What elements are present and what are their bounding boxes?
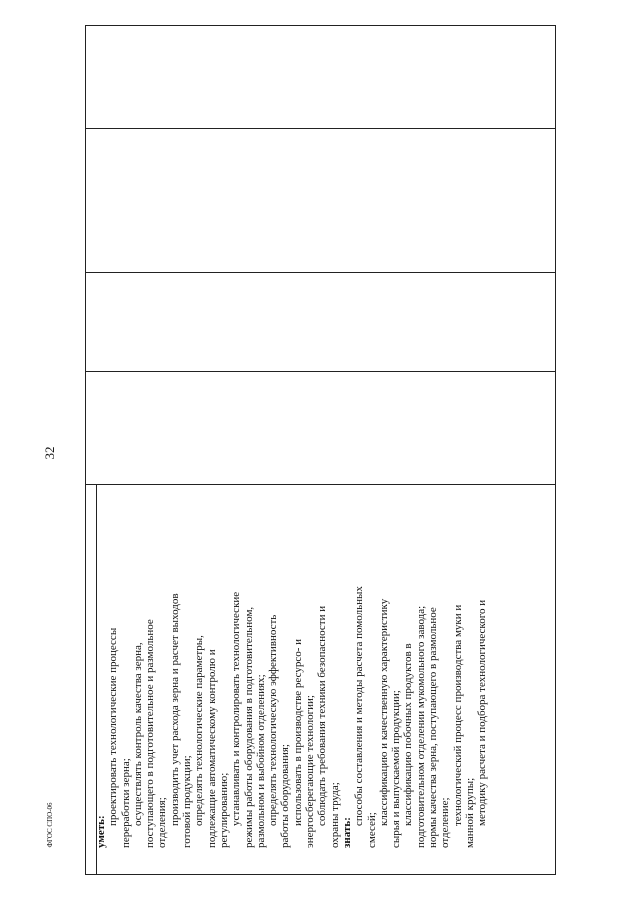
page-number: 32	[42, 446, 57, 460]
text-line: нормы качества зерна, поступающего в размольное	[427, 607, 440, 848]
text-line: подготовительном отделении мукомольного завода;	[414, 605, 427, 848]
skills-heading: уметь:	[95, 815, 107, 848]
text-line: соблюдать требования техники безопасности и	[316, 605, 329, 826]
text-line: отделение;	[439, 797, 452, 848]
text-line: подлежащие автоматическому контролю и	[205, 649, 218, 848]
rotated-cell-content	[95, 478, 550, 848]
text-line: методику расчета и подбора технологического и	[476, 599, 489, 826]
text-line: проектировать технологические процессы	[107, 627, 120, 826]
text-line: переработки зерна;	[119, 758, 132, 848]
text-line: манной крупы;	[463, 777, 476, 848]
text-line: классификацию и качественную характеристику	[377, 598, 390, 826]
text-line: смесей;	[365, 812, 378, 848]
knowledge-heading: знать:	[340, 817, 353, 848]
text-line: использовать в производстве ресурсо- и	[291, 638, 304, 826]
text-line: сырья и выпускаемой продукции;	[390, 690, 403, 848]
column-divider-3	[86, 371, 555, 372]
column-divider-1	[86, 128, 555, 129]
text-line: энергосберегающие технологии;	[304, 695, 317, 848]
text-line: поступающего в подготовительное и размольное	[144, 619, 157, 848]
text-line: производить учет расхода зерна и расчет выходов	[168, 593, 181, 826]
text-line: режимы работы оборудования в подготовительном,	[242, 606, 255, 848]
footer-code: ФГОС СПО-06	[46, 802, 54, 848]
text-line: регулированию;	[217, 772, 230, 848]
text-line: работы оборудования;	[279, 744, 292, 848]
text-line: размольном и выбойном отделениях;	[254, 674, 267, 848]
text-line: готовой продукции;	[181, 755, 194, 848]
text-line: осуществлять контроль качества зерна,	[131, 642, 144, 826]
text-line: охраны труда;	[328, 782, 341, 848]
text-line: отделения;	[156, 797, 169, 848]
text-line: способы составления и методы расчета помольных	[353, 586, 366, 826]
competency-text	[95, 478, 489, 848]
knowledge-list	[353, 478, 488, 848]
text-line: классификацию побочных продуктов в	[402, 643, 415, 826]
text-line: определять технологическую эффективность	[267, 614, 280, 826]
text-line: определять технологические параметры,	[193, 635, 206, 826]
column-divider-2	[86, 272, 555, 273]
text-line: технологический процесс производства муки и	[451, 604, 464, 826]
text-line: устанавливать и контролировать технологические	[230, 591, 243, 826]
skills-list	[107, 478, 341, 848]
